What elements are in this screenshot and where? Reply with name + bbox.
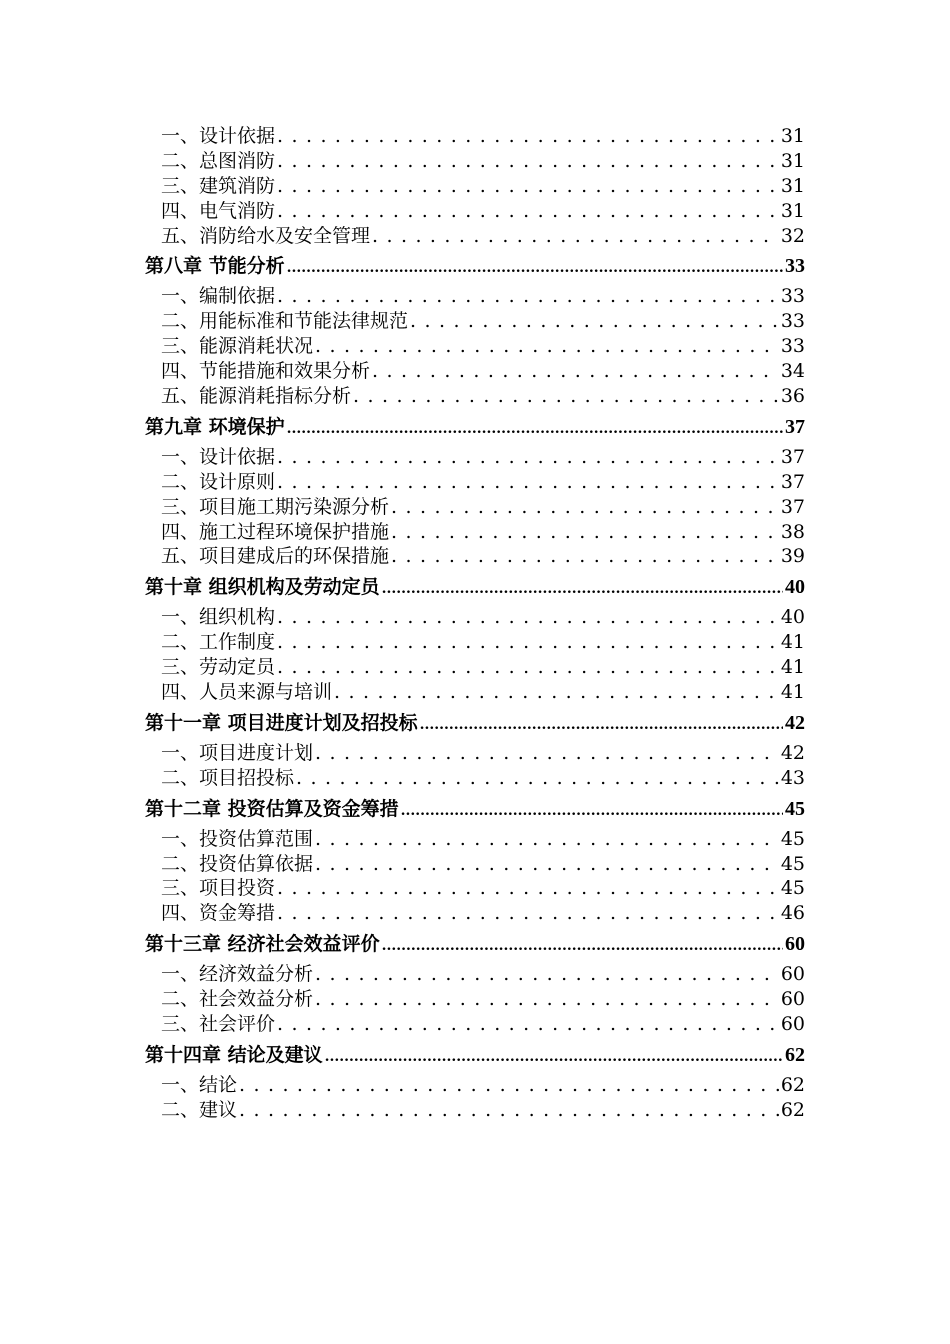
toc-entry-label: 第十四章 结论及建议: [145, 1043, 323, 1066]
toc-section-entry[interactable]: [145, 495, 805, 520]
toc-page-number: 31: [780, 174, 805, 197]
toc-entry-label: 四、电气消防: [161, 199, 276, 222]
toc-entry-label: 一、组织机构: [161, 606, 276, 629]
toc-dot-leader: [325, 1037, 783, 1073]
toc-section-entry[interactable]: [145, 359, 805, 384]
toc-page-number: 37: [780, 470, 805, 493]
toc-entry-label: 四、施工过程环境保护措施: [161, 520, 390, 543]
toc-dot-leader: [277, 149, 779, 174]
toc-page-number: 38: [780, 520, 805, 543]
toc-entry-label: 三、能源消耗状况: [161, 335, 314, 358]
table-of-contents: [145, 124, 805, 1123]
toc-entry-label: 三、项目投资: [161, 877, 276, 900]
toc-entry-label: 三、建筑消防: [161, 174, 276, 197]
toc-entry-label: 第十二章 投资估算及资金筹措: [145, 797, 399, 820]
toc-chapter-entry[interactable]: [145, 569, 805, 605]
toc-entry-label: 一、结论: [161, 1073, 238, 1096]
toc-dot-leader: [315, 827, 779, 852]
toc-page-number: 60: [785, 933, 805, 956]
toc-page-number: 31: [780, 125, 805, 147]
toc-entry-label: 四、资金筹措: [161, 902, 276, 925]
toc-page-number: 60: [780, 963, 805, 986]
toc-page-number: 45: [780, 852, 805, 875]
toc-dot-leader: [277, 876, 779, 901]
toc-section-entry[interactable]: [145, 852, 805, 877]
toc-dot-leader: [315, 741, 779, 766]
toc-dot-leader: [277, 605, 779, 630]
toc-entry-label: 五、项目建成后的环保措施: [161, 545, 390, 568]
toc-section-entry[interactable]: [145, 520, 805, 545]
toc-entry-label: 三、项目施工期污染源分析: [161, 495, 390, 518]
toc-page-number: 37: [780, 445, 805, 468]
toc-section-entry[interactable]: [145, 680, 805, 705]
toc-section-entry[interactable]: [145, 384, 805, 409]
toc-dot-leader: [391, 520, 779, 545]
toc-page-number: 45: [780, 827, 805, 850]
toc-section-entry[interactable]: [145, 224, 805, 249]
toc-dot-leader: [277, 470, 779, 495]
toc-dot-leader: [315, 987, 779, 1012]
toc-entry-label: 二、总图消防: [161, 149, 276, 172]
toc-page-number: 33: [780, 285, 805, 308]
toc-page-number: 41: [780, 681, 805, 704]
toc-page-number: 40: [785, 576, 805, 599]
toc-page-number: 34: [780, 360, 805, 383]
toc-dot-leader: [382, 569, 783, 605]
toc-section-entry[interactable]: [145, 334, 805, 359]
toc-section-entry[interactable]: [145, 741, 805, 766]
toc-section-entry[interactable]: [145, 876, 805, 901]
toc-dot-leader: [410, 309, 779, 334]
toc-entry-label: 三、劳动定员: [161, 656, 276, 679]
toc-entry-label: 五、能源消耗指标分析: [161, 385, 352, 408]
toc-dot-leader: [277, 124, 779, 149]
toc-dot-leader: [353, 384, 779, 409]
toc-dot-leader: [277, 630, 779, 655]
toc-chapter-entry[interactable]: [145, 926, 805, 962]
toc-section-entry[interactable]: [145, 124, 805, 149]
toc-chapter-entry[interactable]: [145, 1037, 805, 1073]
toc-entry-label: 二、设计原则: [161, 470, 276, 493]
toc-page-number: 36: [780, 385, 805, 408]
toc-chapter-entry[interactable]: [145, 705, 805, 741]
toc-section-entry[interactable]: [145, 445, 805, 470]
toc-section-entry[interactable]: [145, 630, 805, 655]
toc-dot-leader: [239, 1073, 779, 1098]
toc-entry-label: 二、项目招投标: [161, 766, 295, 789]
toc-chapter-entry[interactable]: [145, 791, 805, 827]
toc-page-number: 42: [785, 711, 805, 734]
toc-entry-label: 五、消防给水及安全管理: [161, 224, 371, 247]
toc-dot-leader: [382, 926, 783, 962]
toc-page-number: 31: [780, 149, 805, 172]
toc-entry-label: 一、项目进度计划: [161, 741, 314, 764]
toc-page-number: 33: [785, 255, 805, 278]
toc-page-number: 41: [780, 656, 805, 679]
toc-dot-leader: [277, 199, 779, 224]
toc-page-number: 37: [785, 415, 805, 438]
toc-entry-label: 二、投资估算依据: [161, 852, 314, 875]
toc-page-number: 41: [780, 631, 805, 654]
toc-dot-leader: [334, 680, 779, 705]
toc-entry-label: 第八章 节能分析: [145, 255, 285, 278]
toc-entry-label: 四、人员来源与培训: [161, 681, 333, 704]
toc-section-entry[interactable]: [145, 827, 805, 852]
toc-dot-leader: [277, 445, 779, 470]
toc-section-entry[interactable]: [145, 1073, 805, 1098]
toc-page-number: 46: [780, 902, 805, 925]
toc-page-number: 62: [780, 1073, 805, 1096]
toc-dot-leader: [277, 284, 779, 309]
toc-entry-label: 二、用能标准和节能法律规范: [161, 310, 409, 333]
toc-chapter-entry[interactable]: [145, 409, 805, 445]
toc-entry-label: 一、投资估算范围: [161, 827, 314, 850]
toc-dot-leader: [296, 766, 779, 791]
toc-section-entry[interactable]: [145, 655, 805, 680]
toc-section-entry[interactable]: [145, 199, 805, 224]
toc-section-entry[interactable]: [145, 149, 805, 174]
toc-entry-label: 第九章 环境保护: [145, 415, 285, 438]
toc-entry-label: 一、编制依据: [161, 285, 276, 308]
toc-section-entry[interactable]: [145, 174, 805, 199]
toc-section-entry[interactable]: [145, 284, 805, 309]
toc-dot-leader: [277, 901, 779, 926]
toc-page-number: 45: [780, 877, 805, 900]
toc-chapter-entry[interactable]: [145, 248, 805, 284]
toc-page-number: 42: [780, 741, 805, 764]
toc-dot-leader: [372, 224, 779, 249]
toc-dot-leader: [420, 705, 783, 741]
toc-section-entry[interactable]: [145, 1012, 805, 1037]
toc-dot-leader: [391, 544, 779, 569]
toc-entry-label: 一、设计依据: [161, 125, 276, 147]
toc-entry-label: 四、节能措施和效果分析: [161, 360, 371, 383]
toc-page-number: 43: [780, 766, 805, 789]
toc-section-entry[interactable]: [145, 1098, 805, 1123]
toc-section-entry[interactable]: [145, 470, 805, 495]
toc-page-number: 33: [780, 335, 805, 358]
toc-entry-label: 二、工作制度: [161, 631, 276, 654]
toc-page-number: 62: [780, 1098, 805, 1121]
toc-dot-leader: [372, 359, 779, 384]
toc-dot-leader: [315, 962, 779, 987]
toc-dot-leader: [277, 174, 779, 199]
toc-section-entry[interactable]: [145, 309, 805, 334]
toc-entry-label: 二、社会效益分析: [161, 988, 314, 1011]
toc-dot-leader: [287, 248, 783, 284]
toc-section-entry[interactable]: [145, 962, 805, 987]
toc-page-number: 40: [780, 606, 805, 629]
toc-page-number: 62: [785, 1043, 805, 1066]
toc-dot-leader: [315, 334, 779, 359]
toc-dot-leader: [239, 1098, 779, 1123]
toc-page-number: 31: [780, 199, 805, 222]
toc-entry-label: 第十三章 经济社会效益评价: [145, 933, 380, 956]
toc-entry-label: 第十章 组织机构及劳动定员: [145, 576, 380, 599]
toc-dot-leader: [277, 1012, 779, 1037]
toc-dot-leader: [277, 655, 779, 680]
toc-page-number: 45: [785, 797, 805, 820]
toc-section-entry[interactable]: [145, 544, 805, 569]
toc-page-number: 32: [780, 224, 805, 247]
toc-entry-label: 一、经济效益分析: [161, 963, 314, 986]
toc-entry-label: 第十一章 项目进度计划及招投标: [145, 711, 418, 734]
toc-entry-label: 一、设计依据: [161, 445, 276, 468]
toc-page-number: 37: [780, 495, 805, 518]
toc-page-number: 39: [780, 545, 805, 568]
toc-section-entry[interactable]: [145, 901, 805, 926]
toc-section-entry[interactable]: [145, 987, 805, 1012]
toc-dot-leader: [315, 852, 779, 877]
toc-dot-leader: [287, 409, 783, 445]
toc-section-entry[interactable]: [145, 605, 805, 630]
toc-page-number: 60: [780, 1013, 805, 1036]
toc-entry-label: 三、社会评价: [161, 1013, 276, 1036]
toc-section-entry[interactable]: [145, 766, 805, 791]
toc-dot-leader: [391, 495, 779, 520]
toc-page-number: 33: [780, 310, 805, 333]
toc-dot-leader: [401, 791, 783, 827]
toc-page-number: 60: [780, 988, 805, 1011]
toc-entry-label: 二、建议: [161, 1098, 238, 1121]
